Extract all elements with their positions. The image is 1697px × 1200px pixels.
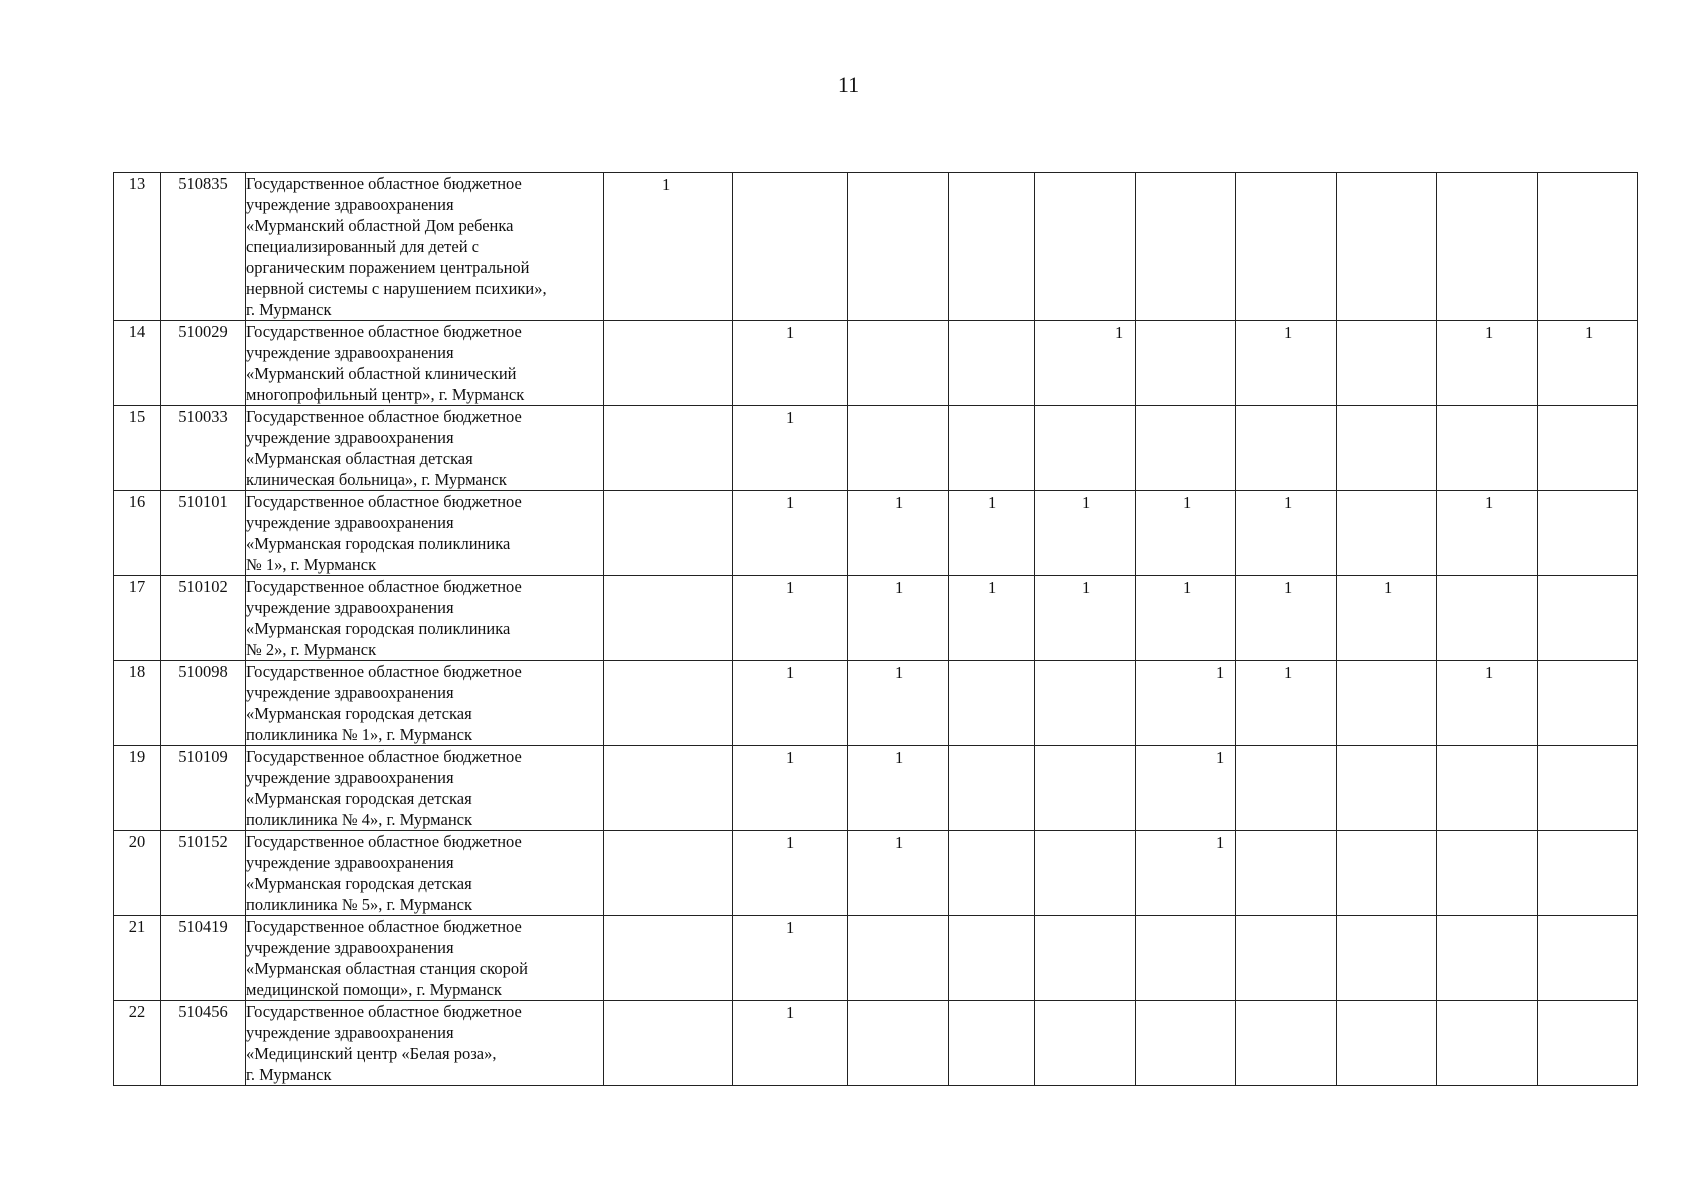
mark-value: 1: [786, 493, 795, 512]
mark-cell-4: [949, 321, 1035, 406]
table-row: [114, 576, 1638, 661]
row-number: 18: [114, 661, 161, 746]
facilities-table: [113, 172, 1638, 1086]
row-number: 19: [114, 746, 161, 831]
mark-cell-8: [1337, 661, 1437, 746]
mark-value: 1: [895, 493, 904, 512]
mark-cell-4: [949, 1001, 1035, 1086]
mark-cell-3: [848, 406, 949, 491]
table-row: [114, 746, 1638, 831]
mark-cell-7: [1236, 661, 1337, 746]
mark-value: 1: [786, 408, 795, 427]
mark-cell-5: [1035, 173, 1136, 321]
mark-cell-10: [1538, 831, 1638, 916]
row-number: 13: [114, 173, 161, 321]
mark-cell-7: [1236, 746, 1337, 831]
table-row: [114, 661, 1638, 746]
facility-name: Государственное областное бюджетное учреждение здравоохранения «Мурманская городская поликлиника № 1», г. Мурманск: [246, 491, 604, 576]
mark-cell-9: [1437, 661, 1538, 746]
mark-cell-10: [1538, 173, 1638, 321]
mark-cell-3: [848, 746, 949, 831]
mark-cell-7: [1236, 916, 1337, 1001]
mark-value: 1: [1485, 663, 1494, 682]
mark-cell-8: [1337, 576, 1437, 661]
mark-value: 1: [786, 323, 795, 342]
mark-cell-2: [733, 661, 848, 746]
mark-cell-2: [733, 916, 848, 1001]
facility-name: Государственное областное бюджетное учреждение здравоохранения «Мурманская городская детская поликлиника № 1», г. Мурманск: [246, 661, 604, 746]
mark-cell-5: [1035, 746, 1136, 831]
mark-value: 1: [1585, 323, 1594, 342]
table-row: [114, 406, 1638, 491]
mark-cell-8: [1337, 746, 1437, 831]
mark-value: 1: [988, 493, 997, 512]
mark-cell-1: [604, 173, 733, 321]
row-number: 16: [114, 491, 161, 576]
mark-cell-1: [604, 491, 733, 576]
mark-value: 1: [895, 748, 904, 767]
row-number: 15: [114, 406, 161, 491]
mark-cell-6: [1136, 576, 1236, 661]
mark-cell-4: [949, 661, 1035, 746]
mark-cell-4: [949, 831, 1035, 916]
mark-cell-6: [1136, 173, 1236, 321]
mark-cell-1: [604, 1001, 733, 1086]
mark-cell-9: [1437, 406, 1538, 491]
mark-value: 1: [662, 175, 671, 194]
facility-code: 510102: [161, 576, 246, 661]
mark-cell-10: [1538, 661, 1638, 746]
row-number: 17: [114, 576, 161, 661]
mark-cell-2: [733, 576, 848, 661]
mark-cell-10: [1538, 1001, 1638, 1086]
mark-cell-8: [1337, 916, 1437, 1001]
mark-cell-3: [848, 321, 949, 406]
mark-cell-5: [1035, 916, 1136, 1001]
facility-code: 510419: [161, 916, 246, 1001]
facility-name: Государственное областное бюджетное учреждение здравоохранения «Мурманская городская поликлиника № 2», г. Мурманск: [246, 576, 604, 661]
facility-name: Государственное областное бюджетное учреждение здравоохранения «Мурманский областной клинический многопрофильный центр», г. Мурманск: [246, 321, 604, 406]
table-row: [114, 173, 1638, 321]
mark-cell-1: [604, 576, 733, 661]
mark-value: 1: [1216, 833, 1225, 852]
mark-cell-2: [733, 491, 848, 576]
mark-value: 1: [1183, 493, 1192, 512]
mark-cell-8: [1337, 1001, 1437, 1086]
mark-cell-4: [949, 406, 1035, 491]
facility-code: 510152: [161, 831, 246, 916]
mark-value: 1: [1216, 663, 1225, 682]
mark-cell-2: [733, 406, 848, 491]
mark-cell-8: [1337, 173, 1437, 321]
mark-cell-3: [848, 576, 949, 661]
mark-value: 1: [1183, 578, 1192, 597]
mark-cell-4: [949, 576, 1035, 661]
mark-cell-3: [848, 1001, 949, 1086]
facility-code: 510101: [161, 491, 246, 576]
mark-cell-5: [1035, 576, 1136, 661]
table-row: [114, 321, 1638, 406]
mark-cell-7: [1236, 831, 1337, 916]
mark-cell-2: [733, 321, 848, 406]
mark-cell-3: [848, 661, 949, 746]
mark-value: 1: [1216, 748, 1225, 767]
mark-cell-9: [1437, 576, 1538, 661]
mark-cell-8: [1337, 406, 1437, 491]
mark-value: 1: [786, 1003, 795, 1022]
table-row: [114, 831, 1638, 916]
mark-cell-9: [1437, 831, 1538, 916]
mark-value: 1: [786, 578, 795, 597]
mark-cell-2: [733, 173, 848, 321]
mark-cell-6: [1136, 321, 1236, 406]
mark-cell-7: [1236, 491, 1337, 576]
mark-cell-5: [1035, 321, 1136, 406]
mark-cell-1: [604, 661, 733, 746]
mark-cell-5: [1035, 1001, 1136, 1086]
mark-cell-9: [1437, 1001, 1538, 1086]
mark-cell-2: [733, 746, 848, 831]
mark-cell-1: [604, 406, 733, 491]
mark-cell-1: [604, 831, 733, 916]
mark-cell-7: [1236, 1001, 1337, 1086]
mark-cell-9: [1437, 746, 1538, 831]
mark-cell-9: [1437, 173, 1538, 321]
mark-cell-6: [1136, 491, 1236, 576]
mark-cell-7: [1236, 321, 1337, 406]
mark-cell-1: [604, 916, 733, 1001]
mark-value: 1: [1284, 493, 1293, 512]
mark-cell-2: [733, 1001, 848, 1086]
mark-value: 1: [1284, 663, 1293, 682]
facility-code: 510033: [161, 406, 246, 491]
mark-cell-5: [1035, 831, 1136, 916]
mark-value: 1: [1284, 323, 1293, 342]
table-body: [114, 173, 1638, 1086]
facility-code: 510098: [161, 661, 246, 746]
mark-value: 1: [1384, 578, 1393, 597]
facility-name: Государственное областное бюджетное учреждение здравоохранения «Мурманский областной Дом ребенка специализированный для детей с органическим поражением центральной нервной системы с нарушением психики», г. Мурманск: [246, 173, 604, 321]
row-number: 20: [114, 831, 161, 916]
mark-value: 1: [1082, 578, 1091, 597]
mark-cell-7: [1236, 173, 1337, 321]
mark-cell-3: [848, 491, 949, 576]
mark-cell-5: [1035, 661, 1136, 746]
mark-cell-3: [848, 916, 949, 1001]
mark-value: 1: [1485, 323, 1494, 342]
facility-code: 510835: [161, 173, 246, 321]
mark-cell-9: [1437, 491, 1538, 576]
mark-cell-6: [1136, 831, 1236, 916]
facility-code: 510029: [161, 321, 246, 406]
mark-cell-3: [848, 173, 949, 321]
mark-cell-8: [1337, 491, 1437, 576]
mark-cell-1: [604, 321, 733, 406]
mark-cell-4: [949, 746, 1035, 831]
row-number: 14: [114, 321, 161, 406]
mark-cell-7: [1236, 576, 1337, 661]
facility-name: Государственное областное бюджетное учреждение здравоохранения «Мурманская городская детская поликлиника № 4», г. Мурманск: [246, 746, 604, 831]
mark-cell-6: [1136, 746, 1236, 831]
table-row: [114, 916, 1638, 1001]
mark-value: 1: [786, 833, 795, 852]
facility-name: Государственное областное бюджетное учреждение здравоохранения «Мурманская городская детская поликлиника № 5», г. Мурманск: [246, 831, 604, 916]
row-number: 21: [114, 916, 161, 1001]
table-row: [114, 491, 1638, 576]
facility-code: 510109: [161, 746, 246, 831]
mark-cell-5: [1035, 406, 1136, 491]
mark-value: 1: [786, 663, 795, 682]
mark-cell-9: [1437, 321, 1538, 406]
mark-cell-6: [1136, 1001, 1236, 1086]
mark-value: 1: [988, 578, 997, 597]
mark-cell-10: [1538, 321, 1638, 406]
mark-value: 1: [786, 918, 795, 937]
table-row: [114, 1001, 1638, 1086]
mark-value: 1: [1082, 493, 1091, 512]
mark-cell-6: [1136, 916, 1236, 1001]
mark-cell-10: [1538, 576, 1638, 661]
mark-value: 1: [895, 663, 904, 682]
mark-value: 1: [786, 748, 795, 767]
mark-cell-2: [733, 831, 848, 916]
mark-cell-7: [1236, 406, 1337, 491]
mark-cell-8: [1337, 321, 1437, 406]
facility-code: 510456: [161, 1001, 246, 1086]
mark-cell-1: [604, 746, 733, 831]
mark-cell-10: [1538, 491, 1638, 576]
mark-cell-6: [1136, 661, 1236, 746]
mark-value: 1: [1115, 323, 1124, 342]
mark-cell-10: [1538, 916, 1638, 1001]
page-number: 11: [837, 72, 860, 97]
mark-cell-5: [1035, 491, 1136, 576]
row-number: 22: [114, 1001, 161, 1086]
mark-cell-8: [1337, 831, 1437, 916]
mark-value: 1: [1485, 493, 1494, 512]
facility-name: Государственное областное бюджетное учреждение здравоохранения «Мурманская областная детская клиническая больница», г. Мурманск: [246, 406, 604, 491]
mark-cell-4: [949, 916, 1035, 1001]
mark-cell-4: [949, 491, 1035, 576]
mark-cell-10: [1538, 406, 1638, 491]
mark-cell-4: [949, 173, 1035, 321]
mark-value: 1: [895, 578, 904, 597]
mark-cell-9: [1437, 916, 1538, 1001]
mark-value: 1: [895, 833, 904, 852]
mark-cell-10: [1538, 746, 1638, 831]
facility-name: Государственное областное бюджетное учреждение здравоохранения «Мурманская областная станция скорой медицинской помощи», г. Мурманск: [246, 916, 604, 1001]
facility-name: Государственное областное бюджетное учреждение здравоохранения «Медицинский центр «Белая роза», г. Мурманск: [246, 1001, 604, 1086]
mark-cell-6: [1136, 406, 1236, 491]
mark-value: 1: [1284, 578, 1293, 597]
mark-cell-3: [848, 831, 949, 916]
